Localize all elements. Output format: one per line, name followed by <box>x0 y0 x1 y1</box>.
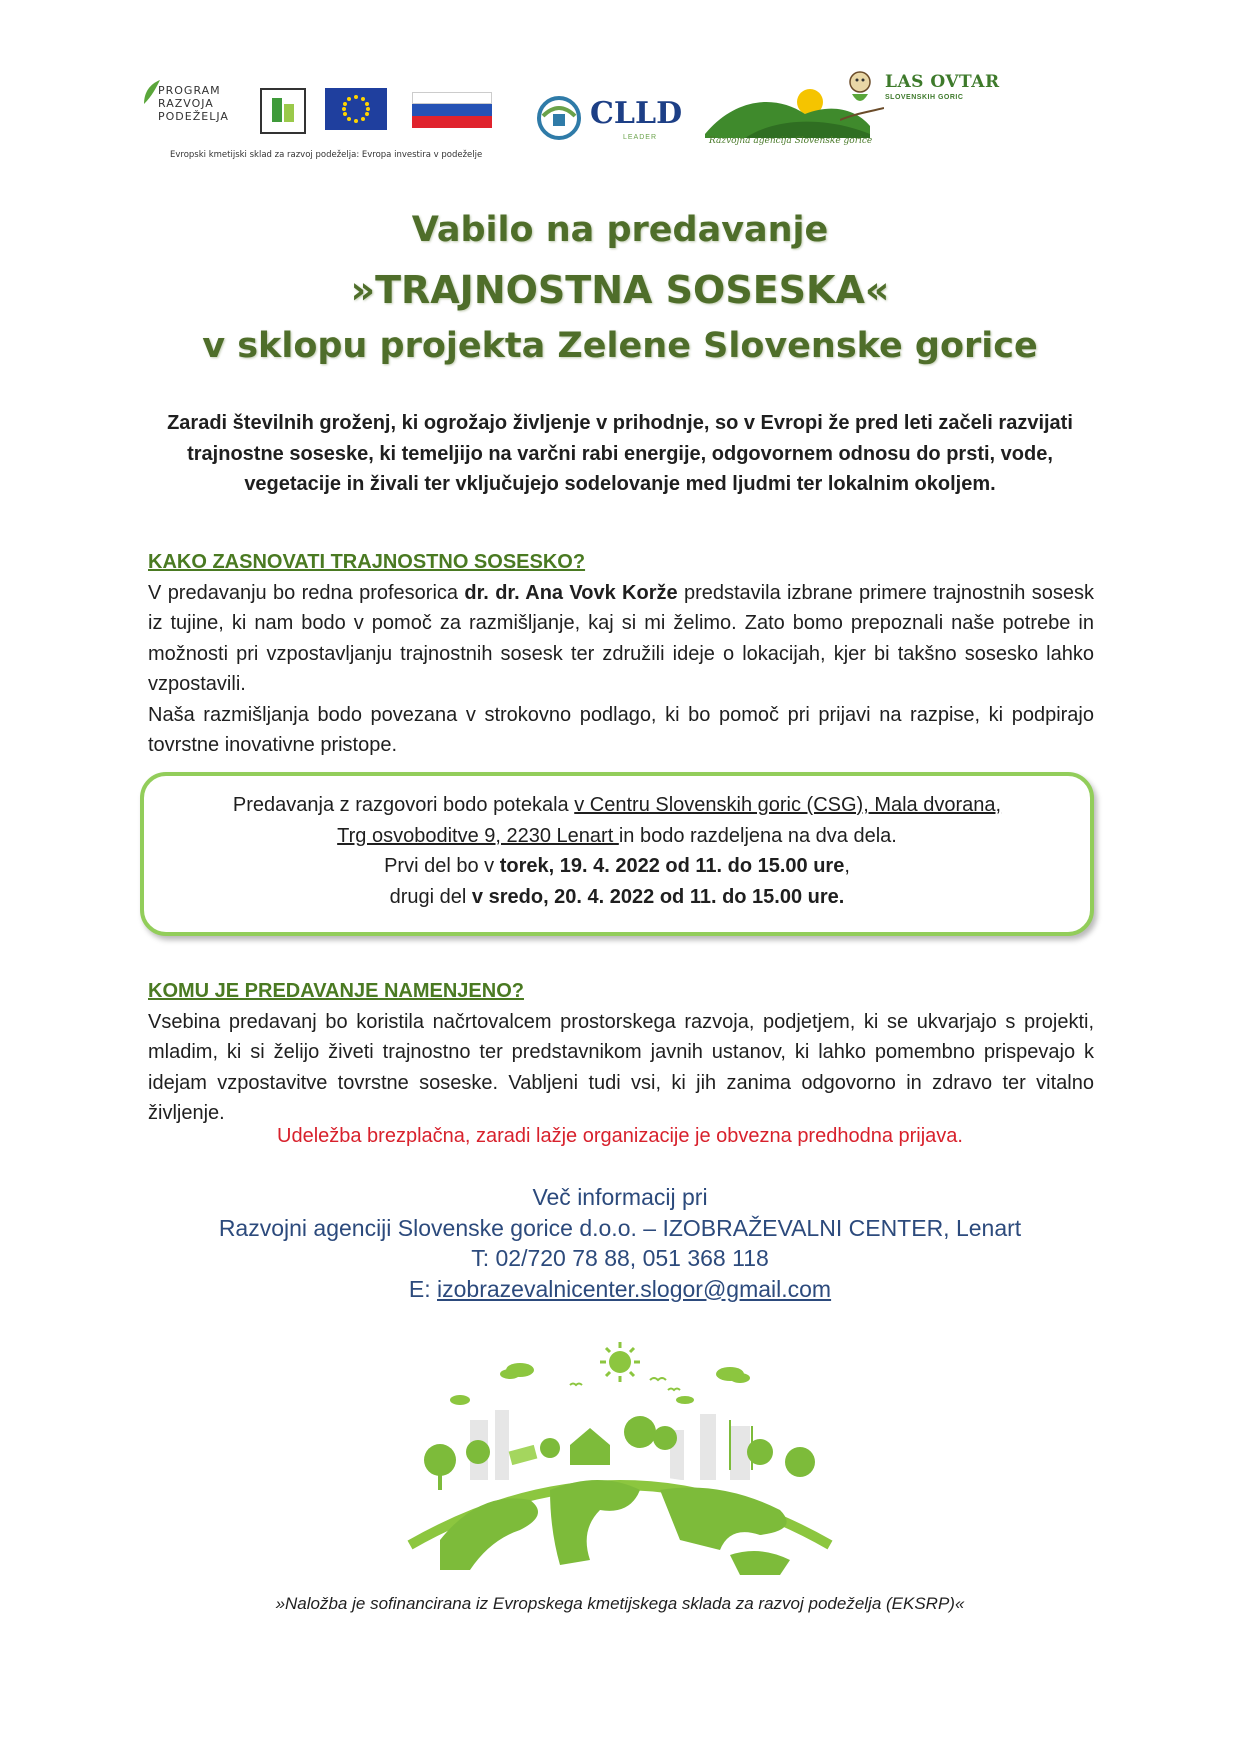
title-project: v sklopu projekta Zelene Slovenske gorice <box>202 326 1038 366</box>
section-paragraph: Naša razmišljanja bodo povezana v strokovno podlago, ki bo pomoč pri prijavi na razpise, ki podpirajo tovrstne inovativne pristope. <box>148 703 1094 756</box>
contact-phone: T: 02/720 78 88, 051 368 118 <box>471 1245 769 1271</box>
house-icon <box>570 1428 610 1465</box>
intro-paragraph: Zaradi številnih groženj, ki ogrožajo življenje v prihodnje, so v Evropi že pred leti začeli razvijati trajnostne soseske, ki temeljijo na varčni rabi energije, odgovornem odnosu do prsti, vode, vegetacije in živali ter vključujejo sodelovanje med ljudmi ter lokalnim okoljem. <box>167 412 1073 495</box>
section-audience <box>148 976 1094 1129</box>
date-first: torek, 19. 4. 2022 od 11. do 15.00 ure <box>499 855 845 877</box>
globe-icon <box>535 94 587 140</box>
section-heading: KAKO ZASNOVATI TRAJNOSTNO SOSESKO? <box>148 551 586 573</box>
registration-notice: Udeležba brezplačna, zaradi lažje organizacije je obvezna predhodna prijava. <box>277 1125 963 1147</box>
mascot-icon <box>840 68 884 126</box>
contact-block <box>0 1182 1240 1304</box>
section-how-to <box>148 547 1094 761</box>
slovenia-flag-icon <box>412 92 492 128</box>
title-event-name: »TRAJNOSTNA SOSESKA« <box>350 268 890 312</box>
sun-icon <box>609 1351 631 1373</box>
date-second: v sredo, 20. 4. 2022 od 11. do 15.00 ure. <box>471 885 845 908</box>
contact-email: E: izobrazevalnicenter.slogor@gmail.com <box>408 1275 832 1302</box>
leader-logo <box>260 88 306 134</box>
section-heading: KOMU JE PREDAVANJE NAMENJENO? <box>148 980 524 1002</box>
program-label: PROGRAM RAZVOJA PODEŽELJA <box>158 84 229 123</box>
logo-strip <box>140 68 1100 178</box>
las-ovtar-logo: LAS OVTAR SLOVENSKIH GORIC <box>840 68 1020 128</box>
clld-logo: CLLD LEADER <box>535 90 685 150</box>
email-link[interactable]: izobrazevalnicenter.slogor@gmail.com <box>437 1275 832 1302</box>
funding-footnote: »Naložba je sofinancirana iz Evropskega kmetijskega sklada za razvoj podeželja (EKSRP)« <box>275 1594 965 1613</box>
program-caption: Evropski kmetijski sklad za razvoj podeželja: Evropa investira v podeželje <box>170 150 483 160</box>
event-info-box <box>140 772 1094 936</box>
address: Trg osvoboditve 9, 2230 Lenart <box>337 824 619 847</box>
event-details: Predavanja z razgovori bodo potekala v Centru Slovenskih goric (CSG), Mala dvorana, Trg osvoboditve 9, 2230 Lenart in bodo razdeljena na dva dela. Prvi del bo v torek, 19. 4. 2022 od 11. do 15.00 ure, drugi del v sredo, 20. 4. 2022 od 11. do 15.00 ure. <box>232 794 1002 908</box>
section-paragraph: Vsebina predavanj bo koristila načrtovalcem prostorskega razvoja, podjetjem, ki se ukvarjajo s projekti, mladim, ki si želijo živeti trajnostno ter predstavnikom javnih ustanov, ki lahko pomembno prispevajo k idejam vzpostavitve tovrstne soseske. Vabljeni tudi vsi, ki jih zanima odgovorno in zdravo ter vitalno življenje. <box>148 1010 1094 1124</box>
eu-flag-icon <box>325 88 387 130</box>
green-earth-illustration <box>400 1340 840 1580</box>
section-paragraph: V predavanju bo redna profesorica dr. dr. Ana Vovk Korže predstavila izbrane primere trajnostnih sosesk iz tujine, ki nam bodo v pomoč za razmišljanje, kaj si mi želimo. Zato bomo prepoznali naše potrebe in možnosti pri vzpostavljanju trajnostnih sosesk ter združili ideje o lokacijah, kjer bi takšno sosesko lahko vzpostavili. <box>148 581 1094 695</box>
razvojna-agencija-logo: Razvojna agencija Slovenske gorice <box>705 78 870 170</box>
program-razvoja-podezelja-logo <box>140 78 485 168</box>
contact-organization: Razvojni agenciji Slovenske gorice d.o.o. – IZOBRAŽEVALNI CENTER, Lenart <box>218 1214 1022 1241</box>
title-invitation: Vabilo na predavanje <box>411 210 829 250</box>
contact-intro: Več informacij pri <box>532 1184 708 1210</box>
lecturer-name: dr. dr. Ana Vovk Korže <box>464 581 678 604</box>
venue: v Centru Slovenskih goric (CSG), Mala dvorana, <box>574 794 1002 816</box>
